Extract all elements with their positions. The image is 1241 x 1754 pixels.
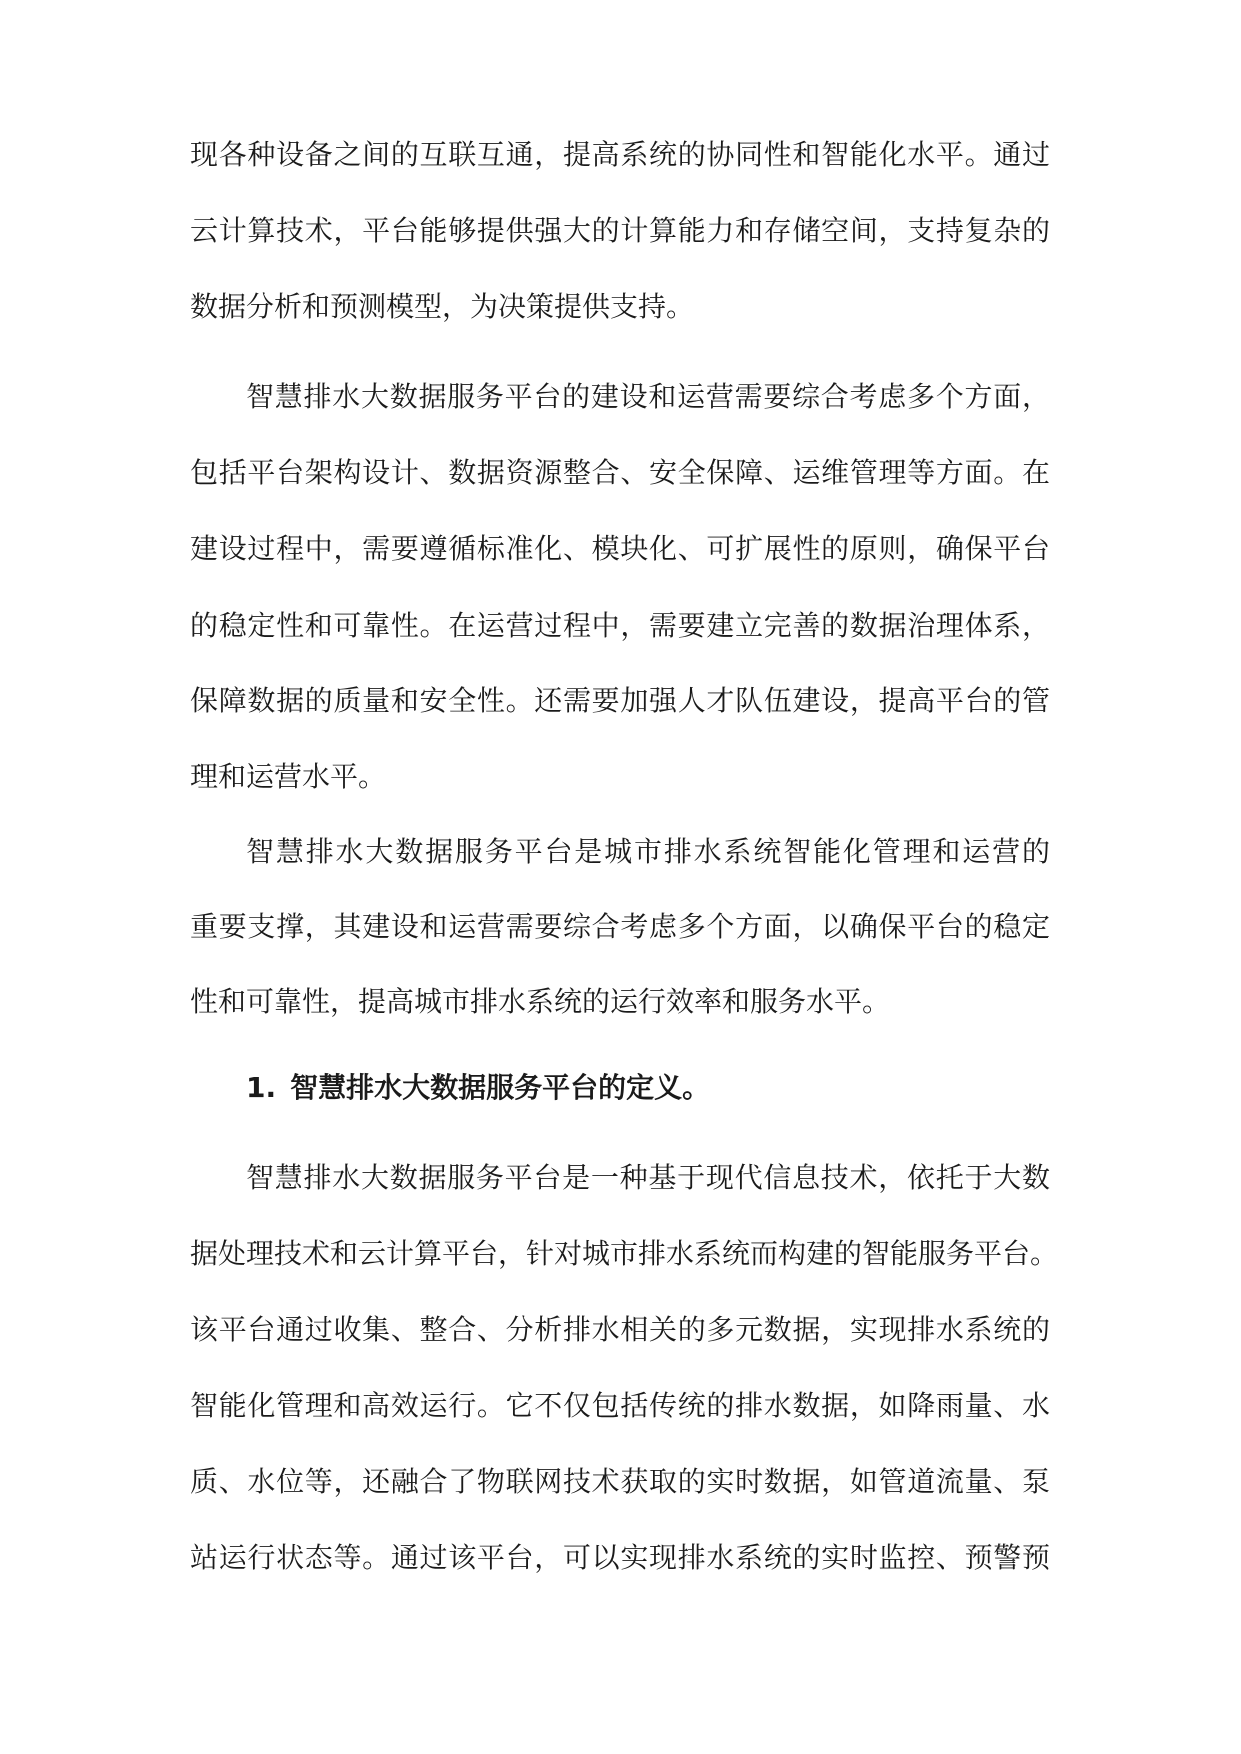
text-line: 智慧排水大数据服务平台是一种基于现代信息技术，依托于大数 (246, 1161, 1050, 1194)
text-line: 云计算技术，平台能够提供强大的计算能力和存储空间，支持复杂的 (190, 214, 1050, 247)
section-number: 1. (246, 1071, 277, 1104)
text-line: 建设过程中，需要遵循标准化、模块化、可扩展性的原则，确保平台 (190, 532, 1050, 565)
section-heading (246, 1068, 710, 1108)
text-line: 的稳定性和可靠性。在运营过程中，需要建立完善的数据治理体系， (190, 609, 1050, 642)
text-line: 站运行状态等。通过该平台，可以实现排水系统的实时监控、预警预 (190, 1541, 1050, 1574)
text-line: 理和运营水平。 (190, 760, 387, 793)
text-line: 现各种设备之间的互联互通，提高系统的协同性和智能化水平。通过 (190, 138, 1050, 171)
text-line: 保障数据的质量和安全性。还需要加强人才队伍建设，提高平台的管 (190, 684, 1050, 717)
text-line: 智慧排水大数据服务平台的建设和运营需要综合考虑多个方面， (246, 380, 1050, 413)
text-line: 据处理技术和云计算平台，针对城市排水系统而构建的智能服务平台。 (190, 1237, 1059, 1270)
text-line: 智能化管理和高效运行。它不仅包括传统的排水数据，如降雨量、水 (190, 1389, 1050, 1422)
text-line: 重要支撑，其建设和运营需要综合考虑多个方面，以确保平台的稳定 (190, 910, 1050, 943)
text-line: 数据分析和预测模型，为决策提供支持。 (190, 290, 695, 323)
text-line: 智慧排水大数据服务平台是城市排水系统智能化管理和运营的 (246, 835, 1050, 868)
text-line: 该平台通过收集、整合、分析排水相关的多元数据，实现排水系统的 (190, 1313, 1050, 1346)
section-title: 智慧排水大数据服务平台的定义。 (290, 1071, 711, 1104)
text-line: 质、水位等，还融合了物联网技术获取的实时数据，如管道流量、泵 (190, 1465, 1050, 1498)
text-line: 性和可靠性，提高城市排水系统的运行效率和服务水平。 (190, 985, 891, 1018)
text-line: 包括平台架构设计、数据资源整合、安全保障、运维管理等方面。在 (190, 456, 1050, 489)
